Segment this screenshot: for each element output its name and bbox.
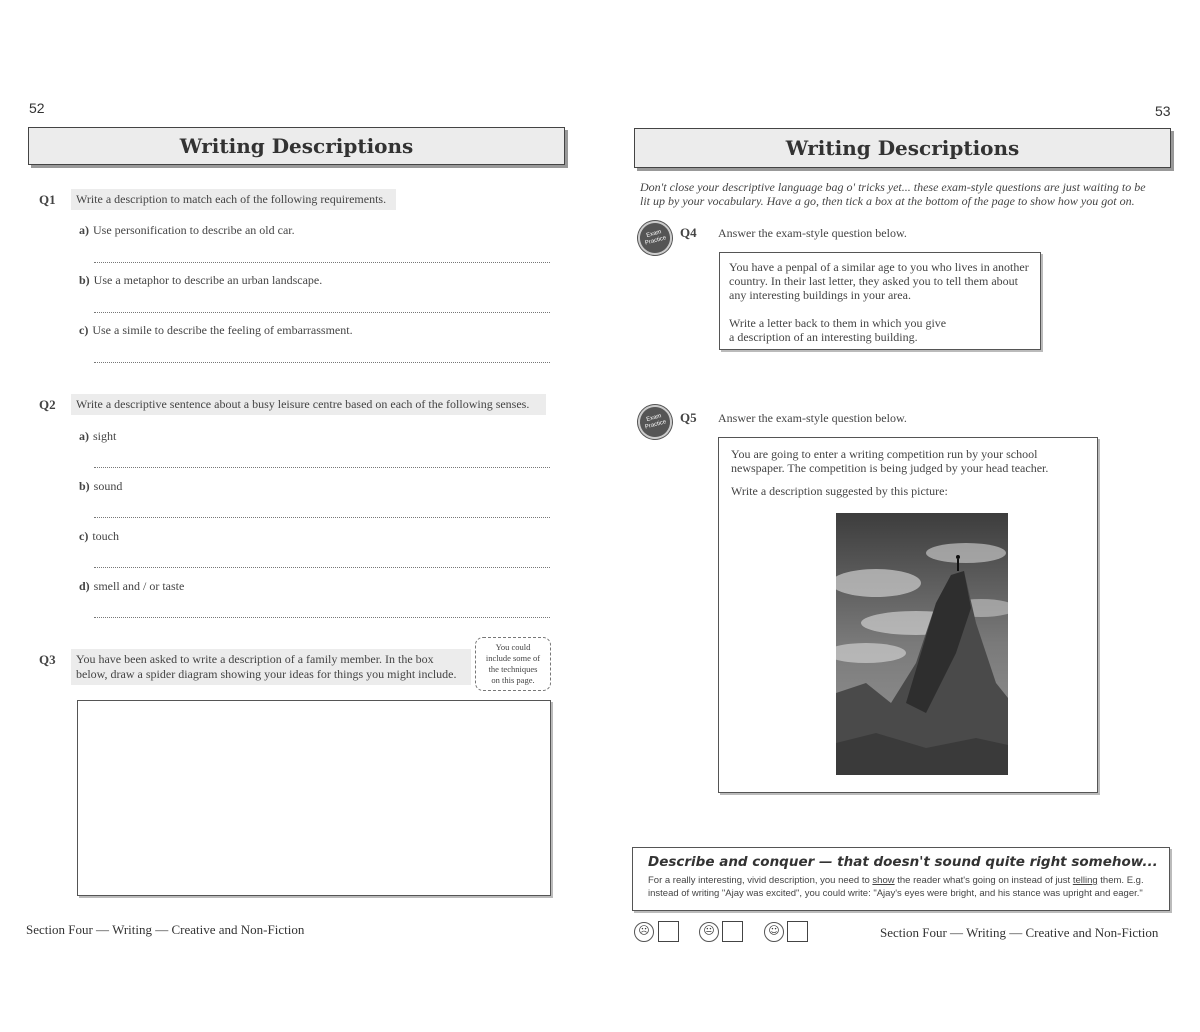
q3-text-line-1: You have been asked to write a description of a family member. In the box	[76, 652, 434, 666]
callout-line-4: on this page.	[491, 675, 535, 685]
neutral-face-icon: 😐	[699, 922, 719, 942]
q2-part-a	[79, 429, 116, 444]
tip-line-2: instead of writing "Ajay was excited", you could write: "Ajay's eyes were bright, and his stance was upright and eager."	[648, 888, 1143, 899]
sad-face-icon: ☹	[634, 922, 654, 942]
callout-line-2: include some of	[485, 653, 541, 663]
q5-label: Q5	[680, 410, 697, 425]
q1-part-c	[79, 323, 353, 338]
exam-practice-badge-q5-text: Exam Practice	[644, 413, 668, 431]
page-title-left	[28, 127, 565, 165]
tip-title: Describe and conquer — that doesn't sound quite right somehow...	[648, 854, 1158, 870]
q4-box-line-2: country. In their last letter, they asked you to tell them about	[729, 274, 1018, 288]
tip-body	[648, 874, 1163, 900]
q2-part-c-letter: c)	[79, 529, 89, 543]
q2-part-a-text: sight	[93, 429, 117, 443]
page-number-left: 52	[29, 100, 45, 116]
q5-text: Answer the exam-style question below.	[718, 411, 907, 425]
q1-part-a-text: Use personification to describe an old car.	[93, 223, 295, 237]
techniques-callout	[475, 637, 551, 691]
q1-part-c-letter: c)	[79, 323, 89, 337]
q2-part-b-text: sound	[93, 479, 123, 493]
rating-box-neutral[interactable]	[722, 921, 743, 942]
rating-box-sad[interactable]	[658, 921, 679, 942]
q5-box-line-3: Write a description suggested by this picture:	[731, 484, 948, 498]
intro-line-1: Don't close your descriptive language bag o' tricks yet... these exam-style questions are just waiting to be	[640, 180, 1146, 194]
q1-part-a	[79, 223, 295, 238]
intro-line-2: lit up by your vocabulary. Have a go, then tick a box at the bottom of the page to show how you got on.	[640, 194, 1135, 208]
q2-text: Write a descriptive sentence about a busy leisure centre based on each of the following senses.	[71, 394, 546, 415]
q1-label: Q1	[39, 192, 56, 207]
q1-part-b	[79, 273, 322, 288]
q4-box-line-3: any interesting buildings in your area.	[729, 288, 911, 302]
q1-answer-line-a[interactable]	[94, 262, 550, 263]
q1-answer-line-b[interactable]	[94, 312, 550, 313]
page-title-right	[634, 128, 1171, 168]
q2-part-d	[79, 579, 184, 594]
page-number-right: 53	[1155, 103, 1171, 119]
tip-line-1: For a really interesting, vivid description, you need to show the reader what's going on instead of just telling them. E.g.	[648, 875, 1144, 886]
exam-practice-badge-q4-text: Exam Practice	[644, 229, 668, 247]
q4-box-line-5: a description of an interesting building.	[729, 330, 918, 344]
q2-part-d-text: smell and / or taste	[93, 579, 185, 593]
tip-telling-word: telling	[1072, 875, 1098, 886]
spider-diagram-box[interactable]	[77, 700, 551, 896]
callout-line-1: You could	[495, 642, 531, 652]
callout-line-3: the techniques	[488, 664, 538, 674]
mountain-climber-photo	[836, 513, 1008, 775]
q2-answer-line-b[interactable]	[94, 517, 550, 518]
q3-text	[71, 649, 471, 685]
q2-answer-line-c[interactable]	[94, 567, 550, 568]
q1-answer-line-c[interactable]	[94, 362, 550, 363]
q1-part-b-letter: b)	[79, 273, 90, 287]
page-title-left-text: Writing Descriptions	[179, 134, 414, 158]
rating-box-happy[interactable]	[787, 921, 808, 942]
q2-part-b	[79, 479, 122, 494]
q2-part-c	[79, 529, 119, 544]
q3-label: Q3	[39, 652, 56, 667]
q5-prompt-box	[718, 437, 1098, 793]
q5-box-line-2: newspaper. The competition is being judged by your head teacher.	[731, 461, 1049, 475]
q1-part-a-letter: a)	[79, 223, 89, 237]
q2-part-a-letter: a)	[79, 429, 89, 443]
q2-label: Q2	[39, 397, 56, 412]
q4-box-line-1: You have a penpal of a similar age to you who lives in another	[729, 260, 1029, 274]
tip-show-word: show	[872, 875, 895, 886]
q1-part-b-text: Use a metaphor to describe an urban landscape.	[93, 273, 323, 287]
q2-answer-line-d[interactable]	[94, 617, 550, 618]
happy-face-icon: ☺	[764, 922, 784, 942]
q4-prompt-box	[719, 252, 1041, 350]
q2-answer-line-a[interactable]	[94, 467, 550, 468]
q4-text: Answer the exam-style question below.	[718, 226, 907, 240]
tip-box	[632, 847, 1170, 911]
q4-label: Q4	[680, 225, 697, 240]
q2-part-b-letter: b)	[79, 479, 90, 493]
page-title-right-text: Writing Descriptions	[785, 136, 1020, 160]
footer-left: Section Four — Writing — Creative and Non-Fiction	[26, 922, 305, 937]
q2-part-c-text: touch	[92, 529, 119, 543]
q3-text-line-2: below, draw a spider diagram showing your ideas for things you might include.	[76, 667, 457, 681]
exam-practice-badge-q4	[634, 217, 676, 259]
footer-right: Section Four — Writing — Creative and Non-Fiction	[880, 925, 1159, 940]
exam-practice-badge-q5	[634, 401, 676, 443]
q2-part-d-letter: d)	[79, 579, 90, 593]
intro-text	[640, 180, 1160, 208]
q1-part-c-text: Use a simile to describe the feeling of embarrassment.	[92, 323, 353, 337]
q4-box-line-4: Write a letter back to them in which you give	[729, 316, 947, 330]
q1-text: Write a description to match each of the following requirements.	[71, 189, 396, 210]
q5-box-line-1: You are going to enter a writing competition run by your school	[731, 447, 1038, 461]
